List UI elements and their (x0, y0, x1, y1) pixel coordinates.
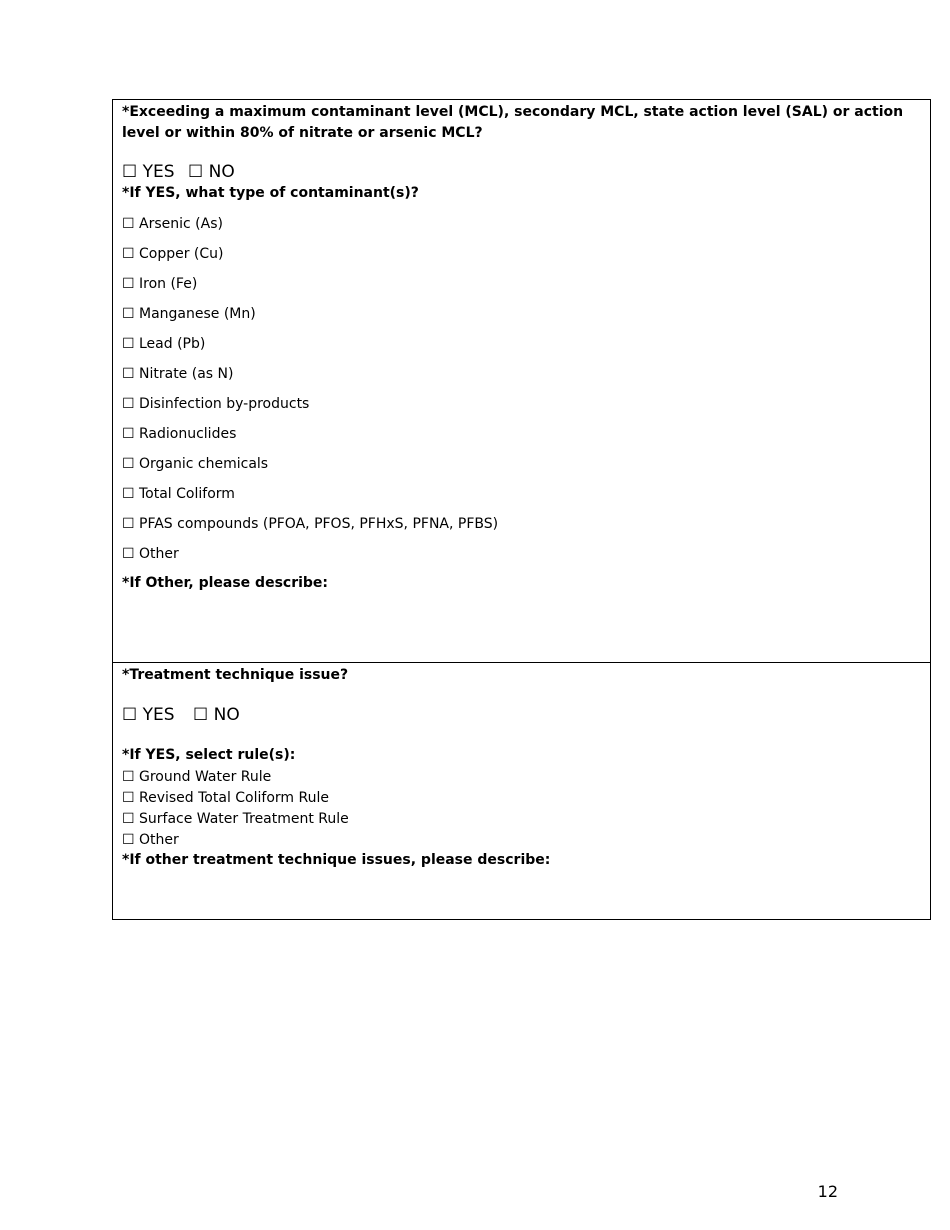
contaminant-other-checkbox[interactable]: ☐ Other (122, 546, 179, 562)
rules-prompt: *If YES, select rule(s): (122, 747, 296, 763)
contaminant-copper-checkbox[interactable]: ☐ Copper (Cu) (122, 246, 224, 262)
contaminant-arsenic-checkbox[interactable]: ☐ Arsenic (As) (122, 216, 223, 232)
contaminant-radionuclides-checkbox[interactable]: ☐ Radionuclides (122, 426, 237, 442)
contaminant-nitrate-checkbox[interactable]: ☐ Nitrate (as N) (122, 366, 234, 382)
rule-other-checkbox[interactable]: ☐ Other (122, 832, 179, 848)
contaminant-iron-checkbox[interactable]: ☐ Iron (Fe) (122, 276, 198, 292)
mcl-question: *Exceeding a maximum contaminant level (MCL), secondary MCL, state action level (SAL) or action level or within 80% of nitrate or arsenic MCL? (122, 104, 904, 141)
treatment-question: *Treatment technique issue? (122, 667, 349, 683)
form-table (112, 99, 931, 920)
contaminant-section (113, 100, 930, 663)
rules-list (122, 767, 921, 850)
rule-ground-water-checkbox[interactable]: ☐ Ground Water Rule (122, 769, 272, 785)
mcl-yes-no-row (122, 162, 921, 182)
mcl-yes-checkbox[interactable]: ☐ YES (122, 162, 175, 182)
rule-surface-water-treatment-checkbox[interactable]: ☐ Surface Water Treatment Rule (122, 811, 349, 827)
contaminant-total-coliform-checkbox[interactable]: ☐ Total Coliform (122, 486, 235, 502)
mcl-no-checkbox[interactable]: ☐ NO (188, 162, 235, 182)
contaminant-other-prompt: *If Other, please describe: (122, 575, 329, 591)
rule-revised-total-coliform-checkbox[interactable]: ☐ Revised Total Coliform Rule (122, 790, 329, 806)
treatment-yes-no-row (122, 705, 921, 725)
contaminant-type-prompt: *If YES, what type of contaminant(s)? (122, 185, 419, 201)
treatment-technique-section (113, 663, 930, 919)
treatment-other-prompt: *If other treatment technique issues, please describe: (122, 852, 551, 868)
treatment-yes-checkbox[interactable]: ☐ YES (122, 705, 175, 725)
page-number: 12 (817, 1182, 838, 1201)
contaminant-disinfection-byproducts-checkbox[interactable]: ☐ Disinfection by-products (122, 396, 310, 412)
contaminant-manganese-checkbox[interactable]: ☐ Manganese (Mn) (122, 306, 256, 322)
contaminant-list (122, 214, 921, 564)
contaminant-organic-chemicals-checkbox[interactable]: ☐ Organic chemicals (122, 456, 269, 472)
contaminant-pfas-checkbox[interactable]: ☐ PFAS compounds (PFOA, PFOS, PFHxS, PFNA, PFBS) (122, 516, 499, 532)
contaminant-lead-checkbox[interactable]: ☐ Lead (Pb) (122, 336, 206, 352)
treatment-no-checkbox[interactable]: ☐ NO (193, 705, 240, 725)
